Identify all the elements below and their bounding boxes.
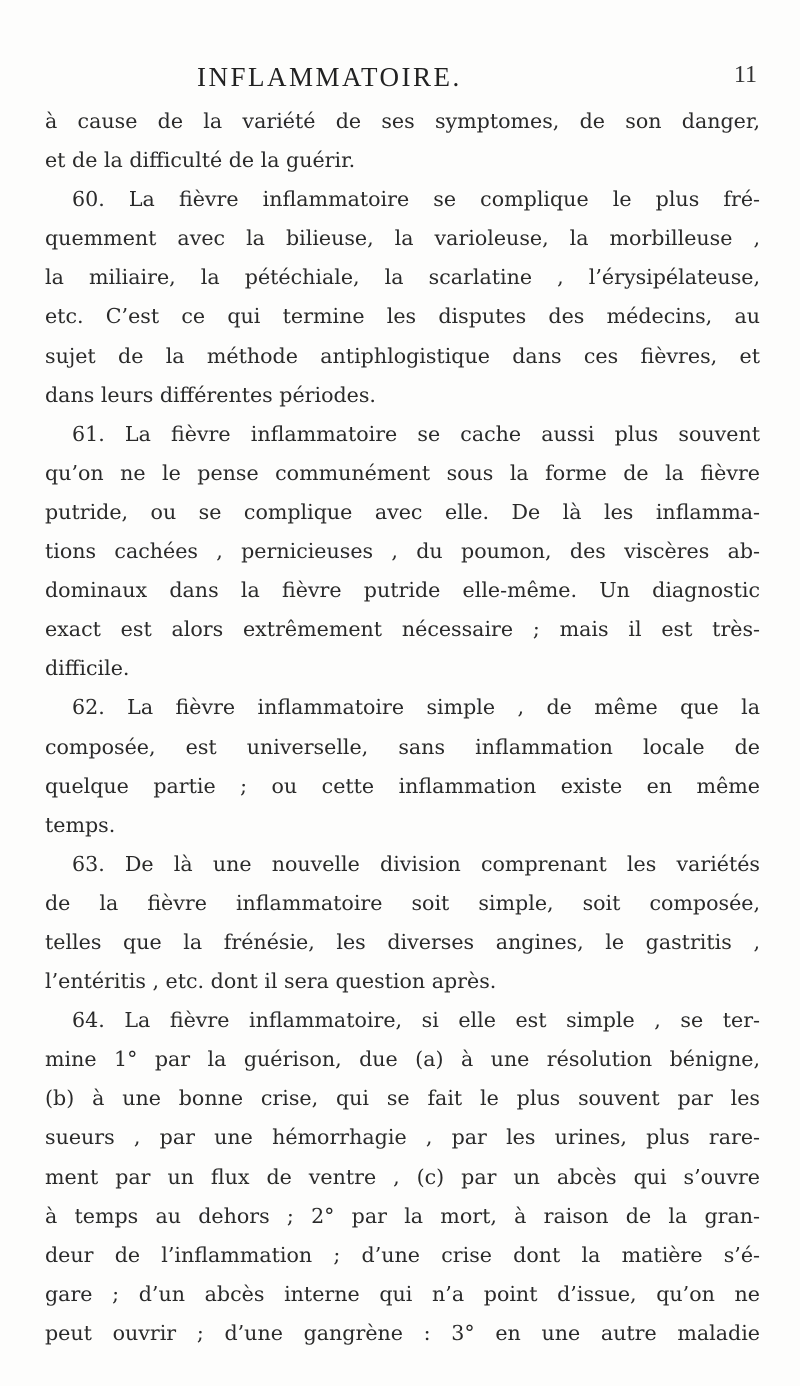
text-line: ment par un flux de ventre , (c) par un abcès qui s’ouvre xyxy=(45,1164,760,1189)
text-line: qu’on ne le pense communément sous la forme de la fièvre xyxy=(45,460,760,485)
text-line: difficile. xyxy=(45,656,130,681)
text-line: dominaux dans la fièvre putride elle-même. Un diagnostic xyxy=(45,578,760,603)
text-line: gare ; d’un abcès interne qui n’a point d’issue, qu’on ne xyxy=(45,1281,760,1306)
text-line: exact est alors extrêmement nécessaire ; mais il est très- xyxy=(45,617,760,642)
text-line: telles que la frénésie, les diverses angines, le gastritis , xyxy=(45,929,760,954)
text-line: etc. C’est ce qui termine les disputes des médecins, au xyxy=(45,304,760,329)
text-line: et de la difficulté de la guérir. xyxy=(45,148,356,173)
text-line: composée, est universelle, sans inflammation locale de xyxy=(45,734,760,759)
text-line: quemment avec la bilieuse, la varioleuse, la morbilleuse , xyxy=(45,226,760,251)
text-line: l’entéritis , etc. dont il sera question après. xyxy=(45,969,497,994)
text-line: sujet de la méthode antiphlogistique dans ces fièvres, et xyxy=(45,343,760,368)
text-line: la miliaire, la pétéchiale, la scarlatine , l’érysipélateuse, xyxy=(45,265,760,290)
text-line: 63. De là une nouvelle division comprenant les variétés xyxy=(72,851,760,876)
text-line: dans leurs différentes périodes. xyxy=(45,382,376,407)
text-line: sueurs , par une hémorrhagie , par les urines, plus rare- xyxy=(45,1125,760,1150)
text-line: tions cachées , pernicieuses , du poumon, des viscères ab- xyxy=(45,539,760,564)
text-line: peut ouvrir ; d’une gangrène : 3° en une autre maladie xyxy=(45,1320,760,1345)
text-line: mine 1° par la guérison, due (a) à une résolution bénigne, xyxy=(45,1047,760,1072)
page-number: 11 xyxy=(733,62,757,88)
text-line: de la fièvre inflammatoire soit simple, soit composée, xyxy=(45,890,760,915)
running-title: INFLAMMATOIRE. xyxy=(197,62,462,92)
text-line: 60. La fièvre inflammatoire se complique le plus fré- xyxy=(72,187,760,212)
body-text xyxy=(45,102,760,1353)
text-line: quelque partie ; ou cette inflammation existe en même xyxy=(45,773,760,798)
text-line: 61. La fièvre inflammatoire se cache aussi plus souvent xyxy=(72,421,760,446)
running-head xyxy=(197,62,757,94)
text-line: à cause de la variété de ses symptomes, de son danger, xyxy=(45,109,760,133)
text-line: 64. La fièvre inflammatoire, si elle est simple , se ter- xyxy=(72,1008,760,1033)
text-line: temps. xyxy=(45,812,116,837)
text-line: deur de l’inflammation ; d’une crise dont la matière s’é- xyxy=(45,1242,760,1267)
text-line: putride, ou se complique avec elle. De là les inflamma- xyxy=(45,499,760,524)
text-line: 62. La fièvre inflammatoire simple , de même que la xyxy=(72,695,760,720)
text-line: à temps au dehors ; 2° par la mort, à raison de la gran- xyxy=(45,1203,760,1228)
text-line: (b) à une bonne crise, qui se fait le plus souvent par les xyxy=(45,1086,760,1111)
